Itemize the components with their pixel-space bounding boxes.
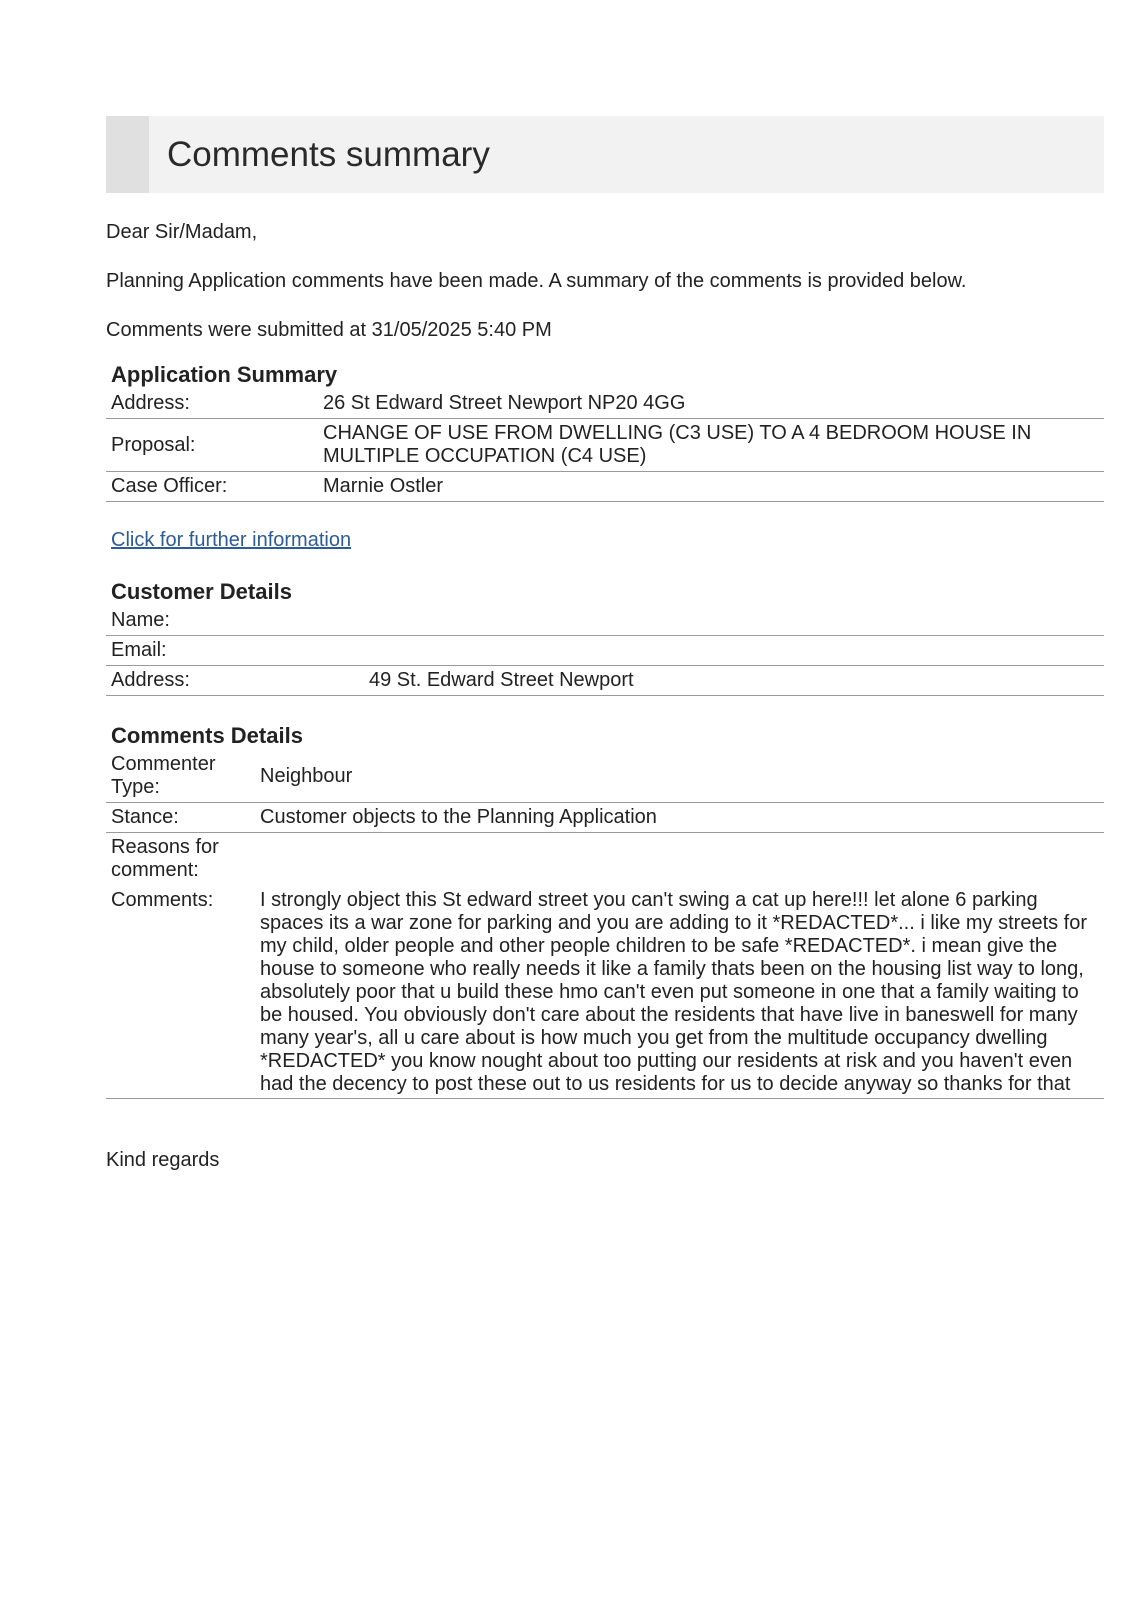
address-label: Address: <box>106 389 318 419</box>
title-accent-block <box>106 116 149 193</box>
commenter-type-label: Commenter Type: <box>106 750 255 803</box>
table-row <box>106 606 1104 636</box>
table-row <box>106 666 1104 696</box>
stance-value: Customer objects to the Planning Application <box>255 803 1104 833</box>
name-value <box>364 606 1104 636</box>
case-officer-value: Marnie Ostler <box>318 472 1104 502</box>
proposal-value: CHANGE OF USE FROM DWELLING (C3 USE) TO A 4 BEDROOM HOUSE IN MULTIPLE OCCUPATION (C4 USE) <box>318 419 1104 472</box>
comments-details-table <box>106 750 1104 1099</box>
table-row <box>106 636 1104 666</box>
intro-text: Planning Application comments have been made. A summary of the comments is provided below. <box>106 270 967 292</box>
greeting: Dear Sir/Madam, <box>106 221 258 243</box>
customer-address-value: 49 St. Edward Street Newport <box>364 666 1104 696</box>
case-officer-label: Case Officer: <box>106 472 318 502</box>
further-information-link[interactable]: Click for further information <box>111 529 352 551</box>
table-row <box>106 472 1104 502</box>
table-row <box>106 389 1104 419</box>
customer-details-table <box>106 606 1104 696</box>
email-value <box>364 636 1104 666</box>
reasons-value <box>255 833 1104 886</box>
name-label: Name: <box>106 606 364 636</box>
stance-label: Stance: <box>106 803 255 833</box>
email-label: Email: <box>106 636 364 666</box>
reasons-label: Reasons for comment: <box>111 836 219 881</box>
address-value: 26 St Edward Street Newport NP20 4GG <box>318 389 1104 419</box>
table-row <box>106 803 1104 833</box>
table-row <box>106 419 1104 472</box>
proposal-label: Proposal: <box>106 419 318 472</box>
comments-value: I strongly object this St edward street you can't swing a cat up here!!! let alone 6 parking spaces its a war zone for parking and you are adding to it *REDACTED*... i like my streets for my child, older people and other people children to be safe *REDACTED*. i mean give the house to someone who really needs it like a family thats been on the housing list way to long, absolutely poor that u build these hmo can't even put someone in one that a family waiting to be housed. You obviously don't care about the residents that have live in baneswell for many many year's, all u care about is how much you get from the multitude occupancy dwelling *REDACTED* you know nought about too putting our residents at risk and you haven't even had the decency to post these out to us residents for us to decide anyway so thanks for that <box>255 885 1104 1099</box>
comments-label: Comments: <box>106 885 255 1099</box>
customer-details-heading: Customer Details <box>111 579 292 604</box>
application-summary-heading: Application Summary <box>111 362 338 387</box>
title-bar <box>106 116 1104 193</box>
table-row <box>106 750 1104 803</box>
submitted-text: Comments were submitted at 31/05/2025 5:40 PM <box>106 319 552 341</box>
document-page <box>106 116 1104 1172</box>
customer-address-label: Address: <box>106 666 364 696</box>
table-row <box>106 885 1104 1099</box>
closing-text: Kind regards <box>106 1149 220 1171</box>
comments-details-heading: Comments Details <box>111 723 303 748</box>
commenter-type-value: Neighbour <box>255 750 1104 803</box>
application-summary-table <box>106 389 1104 502</box>
page-title: Comments summary <box>167 135 490 174</box>
table-row <box>106 833 1104 886</box>
